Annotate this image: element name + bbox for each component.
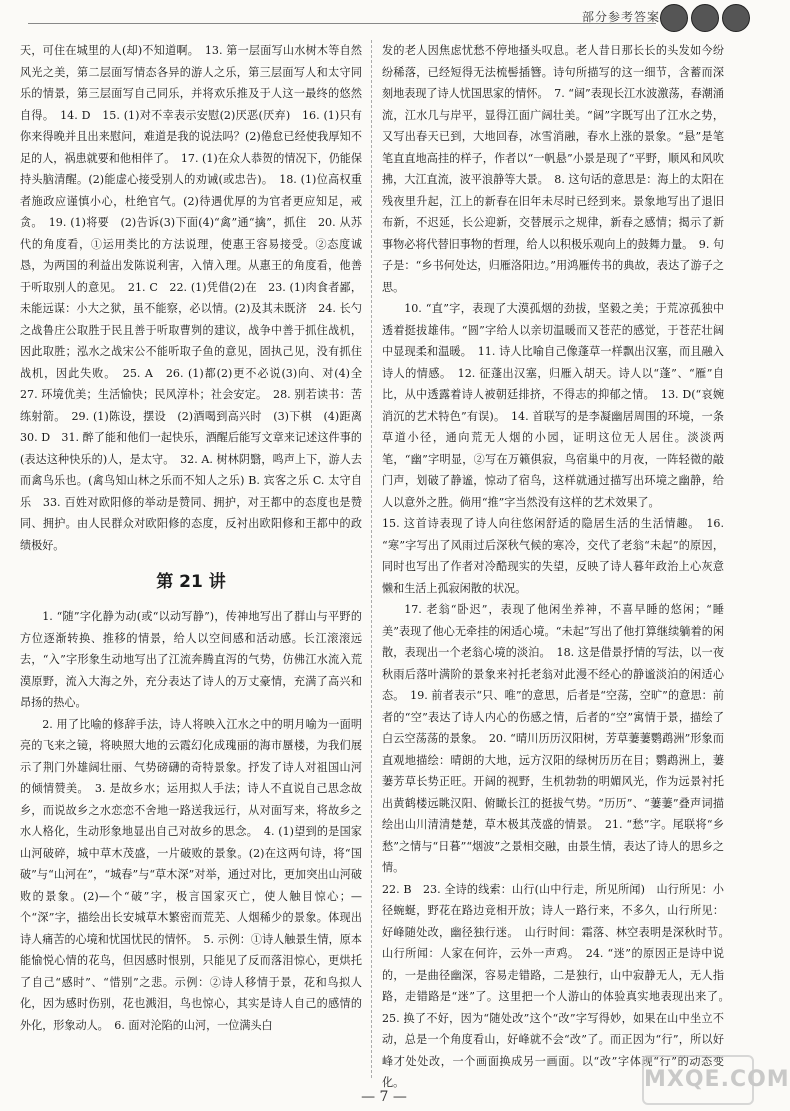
left-column <box>20 40 374 1036</box>
answer-paragraph: 发的老人因焦虑忧愁不停地搔头叹息。老人昔日那长长的头发如今纷纷稀落，已经短得无法梳髻插簪。诗句所描写的这一细节，含蓄而深刻地表现了诗人忧国思家的情怀。 7. “阔”表现长江水波激荡，春潮涌流，江水几与岸平，显得江面广阔壮美。“阔”字既写出了江水之势，又写出春天已到，大地回春，冰雪消融，春水上涨的景象。“悬”是笔笔直直地高挂的样子，作者以“一帆悬”小景是现了“平野，顺风和风吹拂，大江直流，波平浪静等大景。 8. 这句话的意思是：海上的太阳在残夜里升起，江上的新春在旧年未尽时已经到来。景象地写出了退旧布新，不迟延，长公迎新，交替展示之规律，新春之感情；揭示了新事物必将代替旧事物的哲理，给人以积极乐观向上的鼓舞力量。 9. 句子是：“乡书何处达，归雁洛阳边。”用鸿雁传书的典故，表达了游子之思。 <box>382 44 724 294</box>
header-rule <box>28 23 656 24</box>
answer-paragraph: 10. “直”字，表现了大漠孤烟的劲拔，坚毅之美；于荒凉孤独中透着挺拔雄伟。“圆”字给人以亲切温暖而又苍茫的感觉，于苍茫壮阔中显现柔和温暖。 11. 诗人比喻自己像蓬草一样飘出汉塞，而且融入诗人的情感。 12. 征蓬出汉塞，归雁入胡天。诗人以“蓬”、“雁”自比，从中透露着诗人被朝廷排挤，不得志的抑郁之情。 13. D(“哀婉消沉的艺术特色”有误)。 14. 首联写的是李凝幽居周围的环境，一条草道小径，通向荒无人烟的小园，证明这位无人居住。淡淡两笔，“幽”字明显，②写在万籁俱寂，鸟宿巢中的月夜，一阵轻微的敲门声，划破了静谧，惊动了宿鸟，这样就通过描写出环境之幽静，给人以意外之胜。倘用“推”字当然没有这样的艺术效果了。 <box>382 302 724 509</box>
section-title: 第 21 讲 <box>156 572 226 592</box>
answer-paragraph: 天，可住在城里的人(却)不知道啊。 13. 第一层面写山水树木等自然风光之美，第二层面写情态各异的游人之乐，第三层面写人和太守同乐的情景，第三层面写自己同乐，并将欢乐推及于人这一最终的悠然自得。 14. D 15. (1)对不幸表示安慰(2)厌恶(厌弃) 16. (1)只有你来得晚并且出来慰问，难道是我的说法吗？(2)倦怠已经使我厚知不足的人，祸患就要和他相伴了。 17. (1)在众人恭贺的情况下，仍能保持头脑清醒。(2)能虚心接受别人的劝诫(或忠告)。 18. (1)位高权重者施政应谨慎小心，杜绝官气。(2)待遇优厚的为官者更应知足，戒贪。 19. (1)将要 (2)告诉(3)下面(4)“禽”通“擒”，抓住 20. 从苏代的角度看，①运用类比的方法说理，使惠王容易接受。②态度诚恳，为两国的利益出发陈说利害，入情入理。从惠王的角度看，他善于听取别人的意见。 21. C 22. (1)凭借(2)在 23. (1)肉食者鄙，未能远谋：小大之狱，虽不能察，必以情。(2)及其未既济 24. 长勺之战鲁庄公取胜于民且善于听取曹刿的建议，战争中善于抓住战机，因此取胜；泓水之战宋公不能听取子鱼的意见，固执己见，没有抓住战机，因此失败。 25. A 26. (1)都(2)更不必说(3)向、对(4)全 27. 环境优美；生活愉快；民风淳朴；社会安定。 28. 别若读书：苦练射箭。 29. (1)陈设，摆设 (2)酒喝到高兴时 (3)下棋 (4)距离 30. D 31. 醉了能和他们一起快乐，酒醒后能写文章来记述这件事的(表达这种快乐的)人，是太守。 32. A. 树林阴翳，鸣声上下，游人去而禽鸟乐也。(禽鸟知山林之乐而不知人之乐) B. 宾客之乐 C. 太守自乐 33. 百姓对欧阳修的举动是赞同、拥护，对王都中的态度也是赞同、拥护。由人民群众对欧阳修的态度，反衬出欧阳修和王都中的政绩极好。 <box>20 44 374 552</box>
decoration-dot-icon <box>722 4 750 32</box>
decoration-dot-icon <box>691 4 719 32</box>
answer-paragraph: 2. 用了比喻的修辞手法，诗人将映入江水之中的明月喻为一面明亮的飞来之镜，将映照大地的云霞幻化成瑰丽的海市蜃楼，为我们展示了荆门外雄阔壮丽、气势磅礴的奇特景象。抒发了诗人对祖国山河的倾情赞美。 3. 是故乡水；运用拟人手法；诗人不直说自己思念故乡，而说故乡之水恋恋不舍地一路送我远行，从对面写来，将故乡之水人格化，生动形象地显出自己对故乡的思念。 4. (1)望到的是国家山河破碎，城中草木茂盛，一片破败的景象。(2)在这两句诗，将“国破”与“山河在”，“城春”与“草木深”对举，通过对比，更加突出山河破败的景象。(2)—个“破”字，极言国家灭亡，使人触目惊心；—个“深”字，描绘出长安城草木繁密而荒芜、人烟稀少的景象。体现出诗人痛苦的心境和忧国忧民的情怀。 5. 示例：①诗人触景生情，原本能愉悦心情的花鸟，但因感时恨别，只能见了反而落泪惊心，更烘托了自己“感时”、“惜别”之悲。示例：②诗人移情于景，花和鸟拟人化，因为感时伤别，花也溅泪，鸟也惊心，其实是诗人自己的感情的外化，形象动人。 6. 面对沦陷的山河，一位满头白 <box>20 717 362 1032</box>
decoration-dot-icon <box>660 4 688 32</box>
answer-paragraph: 22. B 23. 全诗的线索：山行(山中行走，所见所闻) 山行所见：小径蜿蜒，野花在路边竞相开放；诗人一路行来，不多久，山行所见：好峰随处改，幽径独行迷。 山行时间：霜落、林空表明是深秋时节。 山行所闻：人家在何许，云外一声鸡。 24. “迷”的原因正是诗中说的，一是曲径幽深，容易走错路，二是独行，山中寂静无人，无人指路，走错路是“迷”了。这里把一个人游山的体验真实地表现出来了。 25. 换了不好，因为“随处改”这个“改”字写得妙，如果在山中坐立不动，总是一个角度看山，好峰就不会“改”了。而正因为“行”，所以好峰才处处改，一个画面换成另一画面。以“改”字体现“行”的动态变化。 <box>382 882 736 1089</box>
right-column <box>382 40 736 1094</box>
answer-paragraph: 15. 这首诗表现了诗人向往悠闲舒适的隐居生活的生活情趣。 16. “寒”字写出了风雨过后深秋气候的寒冷，交代了老翁“未起”的原因，同时也写出了作者对冷酷现实的失望，反映了诗人暮年政治上心灰意懒和生活上孤寂闲散的状况。 <box>382 517 724 595</box>
header-decoration <box>660 4 750 32</box>
answer-paragraph: 17. 老翁“卧迟”，表现了他闲坐养神，不喜早睡的悠闲；“睡美”表现了他心无牵挂的闲适心境。“未起”写出了他打算继续躺着的闲散，表现出一个老翁心境的淡泊。 18. 这是借景抒情的写法，以一夜秋雨后落叶满阶的景象来衬托老翁对此漫不经心的静谧淡泊的闲适心态。 19. 前者表示“只、唯”的意思，后者是“空荡，空旷”的意思：前者的“空”表达了诗人内心的伤感之情，后者的“空”寓情于景，描绘了白云空荡荡的景象。 20. “晴川历历汉阳树，芳草萋萋鹦鹉洲”形象而直观地描绘：晴朗的大地，远方汉阳的绿树历历在目；鹦鹉洲上，萋萋芳草长势正旺。开阔的视野，生机勃勃的明媚风光，作为远景衬托出黄鹤楼远眺汉阳、俯瞰长江的挺拔气势。“历历”、“萋萋”叠声词描绘出山川清清楚楚，草木极其茂盛的情景。 21. “愁”字。尾联将“乡愁”之情与“日暮”“烟波”之景相交融，由景生情，表达了诗人的思乡之情。 <box>382 603 724 874</box>
page-number: — 7 — <box>361 1089 407 1105</box>
column-divider <box>371 40 372 1078</box>
header-title: 部分参考答案 <box>581 10 660 24</box>
watermark-logo: MXQE.COM <box>642 1055 754 1105</box>
answer-paragraph: 1. “随”字化静为动(或“以动写静”)，传神地写出了群山与平野的方位逐渐转换、推移的情景，给人以空间感和活动感。长江滚滚远去，“入”字形象生动地写出了江流奔腾直泻的气势，仿佛江水流入荒漠原野，流入大海之外，充分表达了诗人的万丈豪情，充满了高兴和昂扬的热心。 <box>20 610 362 709</box>
